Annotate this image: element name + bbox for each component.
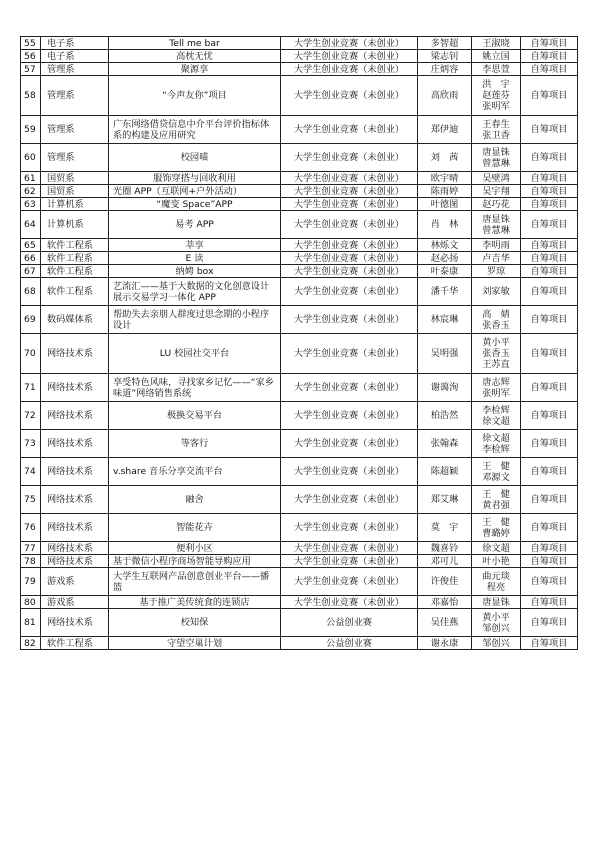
leader-cell: 潘千华: [418, 278, 472, 306]
member-name: 曾慧琳: [482, 157, 510, 169]
table-row: [21, 144, 578, 172]
members-cell: [472, 458, 521, 486]
row-number-cell: 57: [21, 63, 41, 76]
department-cell: 电子系: [41, 50, 109, 63]
competition-type-cell: 大学生创业竞赛（未创业）: [281, 458, 418, 486]
department-cell: 管理系: [41, 76, 109, 116]
leader-cell: 柏浩然: [418, 402, 472, 430]
member-name: 唐显铢: [482, 596, 510, 608]
table-row: [21, 334, 578, 374]
department-cell: 网络技术系: [41, 402, 109, 430]
competition-type-cell: 大学生创业竞赛（未创业）: [281, 542, 418, 555]
department-cell: 软件工程系: [41, 278, 109, 306]
funding-cell: 自筹项目: [521, 252, 578, 265]
member-name: 黄小平: [482, 611, 510, 623]
leader-cell: 高欣雨: [418, 76, 472, 116]
member-name: 李思萱: [482, 63, 510, 75]
leader-cell: 赵必扬: [418, 252, 472, 265]
project-name-cell: 守望空巢计划: [109, 637, 281, 650]
leader-cell: 谢蔼洵: [418, 374, 472, 402]
project-name-cell: 等客行: [109, 430, 281, 458]
member-name: 曾慧琳: [482, 224, 510, 236]
competition-type-cell: 大学生创业竞赛（未创业）: [281, 486, 418, 514]
row-number-cell: 56: [21, 50, 41, 63]
project-name-cell: LU 校园社交平台: [109, 334, 281, 374]
funding-cell: 自筹项目: [521, 144, 578, 172]
funding-cell: 自筹项目: [521, 239, 578, 252]
table-row: [21, 252, 578, 265]
members-cell: [472, 185, 521, 198]
leader-cell: 吴佳燕: [418, 609, 472, 637]
competition-type-cell: 大学生创业竞赛（未创业）: [281, 144, 418, 172]
competition-type-cell: 大学生创业竞赛（未创业）: [281, 374, 418, 402]
department-cell: 软件工程系: [41, 239, 109, 252]
funding-cell: 自筹项目: [521, 306, 578, 334]
table-row: [21, 542, 578, 555]
row-number-cell: 64: [21, 211, 41, 239]
table-row: [21, 374, 578, 402]
leader-cell: 莫 宇: [418, 514, 472, 542]
funding-cell: 自筹项目: [521, 542, 578, 555]
member-name: 王春生: [482, 118, 510, 130]
members-cell: [472, 198, 521, 211]
competition-type-cell: 大学生创业竞赛（未创业）: [281, 50, 418, 63]
department-cell: 网络技术系: [41, 374, 109, 402]
row-number-cell: 81: [21, 609, 41, 637]
competition-type-cell: 大学生创业竞赛（未创业）: [281, 555, 418, 568]
members-cell: [472, 402, 521, 430]
member-name: 洪 宇: [482, 79, 510, 90]
members-cell: [472, 514, 521, 542]
leader-cell: 谢永康: [418, 637, 472, 650]
members-cell: [472, 50, 521, 63]
member-name: 唐显铢: [482, 146, 510, 158]
project-table-sheet: [20, 36, 578, 650]
funding-cell: 自筹项目: [521, 596, 578, 609]
funding-cell: 自筹项目: [521, 555, 578, 568]
member-name: 张卫香: [482, 129, 510, 141]
row-number-cell: 82: [21, 637, 41, 650]
row-number-cell: 68: [21, 278, 41, 306]
member-name: 赵巧花: [482, 198, 510, 210]
member-name: 张香玉: [482, 348, 510, 359]
members-cell: [472, 306, 521, 334]
member-name: 唐志辉: [482, 376, 510, 388]
member-name: 王苏直: [482, 359, 510, 370]
member-name: 吴壁鸿: [482, 172, 510, 184]
members-cell: [472, 542, 521, 555]
funding-cell: 自筹项目: [521, 50, 578, 63]
competition-type-cell: 大学生创业竞赛（未创业）: [281, 37, 418, 50]
funding-cell: 自筹项目: [521, 430, 578, 458]
project-table: [20, 36, 578, 650]
table-row: [21, 76, 578, 116]
project-name-cell: 享受特色风味，寻找家乡记忆——“家乡味道”网络销售系统: [109, 374, 281, 402]
project-name-cell: 融舍: [109, 486, 281, 514]
member-name: 黄君强: [482, 499, 510, 511]
member-name: 曹璐婷: [482, 527, 510, 539]
member-name: 李明雨: [482, 239, 510, 251]
funding-cell: 自筹项目: [521, 568, 578, 596]
department-cell: 网络技术系: [41, 458, 109, 486]
member-name: 张明军: [482, 101, 510, 112]
member-name: 邹创兴: [482, 637, 510, 649]
leader-cell: 叶泰康: [418, 265, 472, 278]
members-cell: [472, 568, 521, 596]
department-cell: 网络技术系: [41, 609, 109, 637]
members-cell: [472, 211, 521, 239]
row-number-cell: 65: [21, 239, 41, 252]
competition-type-cell: 大学生创业竞赛（未创业）: [281, 514, 418, 542]
members-cell: [472, 334, 521, 374]
table-row: [21, 568, 578, 596]
member-name: 王淑晓: [482, 37, 510, 49]
row-number-cell: 76: [21, 514, 41, 542]
member-name: 姚立国: [482, 50, 510, 62]
table-row: [21, 486, 578, 514]
members-cell: [472, 76, 521, 116]
competition-type-cell: 大学生创业竞赛（未创业）: [281, 116, 418, 144]
member-name: 徐文超: [482, 415, 510, 427]
competition-type-cell: 大学生创业竞赛（未创业）: [281, 198, 418, 211]
project-name-cell: 光圈 APP（互联网+户外活动）: [109, 185, 281, 198]
funding-cell: 自筹项目: [521, 198, 578, 211]
members-cell: [472, 116, 521, 144]
table-row: [21, 239, 578, 252]
competition-type-cell: 大学生创业竞赛（未创业）: [281, 211, 418, 239]
competition-type-cell: 大学生创业竞赛（未创业）: [281, 430, 418, 458]
members-cell: [472, 172, 521, 185]
member-name: 刘家敏: [482, 286, 510, 297]
row-number-cell: 77: [21, 542, 41, 555]
leader-cell: 吴明强: [418, 334, 472, 374]
row-number-cell: 62: [21, 185, 41, 198]
row-number-cell: 58: [21, 76, 41, 116]
project-name-cell: 服饰穿搭与回收利用: [109, 172, 281, 185]
leader-cell: 庄炳容: [418, 63, 472, 76]
project-name-cell: 极换交易平台: [109, 402, 281, 430]
row-number-cell: 66: [21, 252, 41, 265]
funding-cell: 自筹项目: [521, 402, 578, 430]
project-name-cell: 大学生互联网产品创意创业平台——播篮: [109, 568, 281, 596]
project-name-cell: v.share 音乐分享交流平台: [109, 458, 281, 486]
funding-cell: 自筹项目: [521, 609, 578, 637]
table-row: [21, 265, 578, 278]
row-number-cell: 75: [21, 486, 41, 514]
competition-type-cell: 大学生创业竞赛（未创业）: [281, 239, 418, 252]
member-name: 曲元琰: [482, 570, 510, 582]
leader-cell: 许俊佳: [418, 568, 472, 596]
members-cell: [472, 596, 521, 609]
project-name-cell: “魔变 Space”APP: [109, 198, 281, 211]
leader-cell: 魏喜铃: [418, 542, 472, 555]
leader-cell: 陈雨婷: [418, 185, 472, 198]
department-cell: 游戏系: [41, 568, 109, 596]
member-name: 王 健: [482, 516, 510, 528]
department-cell: 管理系: [41, 144, 109, 172]
member-name: 王 健: [482, 488, 510, 500]
members-cell: [472, 144, 521, 172]
member-name: 叶小艳: [482, 555, 510, 567]
leader-cell: 梁志钊: [418, 50, 472, 63]
member-name: 唐显铢: [482, 213, 510, 225]
funding-cell: 自筹项目: [521, 211, 578, 239]
table-row: [21, 50, 578, 63]
project-name-cell: 校园喵: [109, 144, 281, 172]
competition-type-cell: 大学生创业竞赛（未创业）: [281, 252, 418, 265]
leader-cell: 林宸琳: [418, 306, 472, 334]
funding-cell: 自筹项目: [521, 172, 578, 185]
member-name: 吴宇翔: [482, 185, 510, 197]
row-number-cell: 74: [21, 458, 41, 486]
member-name: 徐文超: [482, 432, 510, 444]
project-name-cell: 帮助失去亲朋人群度过思念期的小程序设计: [109, 306, 281, 334]
competition-type-cell: 公益创业赛: [281, 637, 418, 650]
row-number-cell: 67: [21, 265, 41, 278]
row-number-cell: 78: [21, 555, 41, 568]
leader-cell: 欧宇晴: [418, 172, 472, 185]
members-cell: [472, 430, 521, 458]
department-cell: 网络技术系: [41, 430, 109, 458]
leader-cell: 多智超: [418, 37, 472, 50]
project-name-cell: E 读: [109, 252, 281, 265]
competition-type-cell: 大学生创业竞赛（未创业）: [281, 334, 418, 374]
members-cell: [472, 609, 521, 637]
row-number-cell: 55: [21, 37, 41, 50]
members-cell: [472, 239, 521, 252]
table-row: [21, 637, 578, 650]
members-cell: [472, 374, 521, 402]
funding-cell: 自筹项目: [521, 185, 578, 198]
member-name: 王 健: [482, 460, 510, 472]
row-number-cell: 70: [21, 334, 41, 374]
project-name-cell: 基于推广美传统食的连锁店: [109, 596, 281, 609]
member-name: 邹创兴: [482, 622, 510, 634]
leader-cell: 郑伊迪: [418, 116, 472, 144]
project-name-cell: 广东网络借贷信息中介平台评价指标体系的构建及应用研究: [109, 116, 281, 144]
member-name: 李检辉: [482, 443, 510, 455]
table-row: [21, 402, 578, 430]
leader-cell: 林烁文: [418, 239, 472, 252]
member-name: 卢吉华: [482, 252, 510, 264]
leader-cell: 陈超颖: [418, 458, 472, 486]
table-row: [21, 596, 578, 609]
leader-cell: 刘 茜: [418, 144, 472, 172]
members-cell: [472, 252, 521, 265]
project-name-cell: 易考 APP: [109, 211, 281, 239]
member-name: 李检辉: [482, 404, 510, 416]
member-name: 赵莲芬: [482, 90, 510, 101]
members-cell: [472, 265, 521, 278]
funding-cell: 自筹项目: [521, 116, 578, 144]
project-name-cell: 纳娉 box: [109, 265, 281, 278]
table-row: [21, 37, 578, 50]
member-name: 张明军: [482, 387, 510, 399]
funding-cell: 自筹项目: [521, 374, 578, 402]
members-cell: [472, 63, 521, 76]
competition-type-cell: 大学生创业竞赛（未创业）: [281, 185, 418, 198]
department-cell: 网络技术系: [41, 514, 109, 542]
member-name: 罗琼: [486, 265, 506, 277]
table-row: [21, 609, 578, 637]
project-name-cell: Tell me bar: [109, 37, 281, 50]
table-row: [21, 555, 578, 568]
members-cell: [472, 278, 521, 306]
competition-type-cell: 大学生创业竞赛（未创业）: [281, 76, 418, 116]
competition-type-cell: 大学生创业竞赛（未创业）: [281, 568, 418, 596]
members-cell: [472, 37, 521, 50]
funding-cell: 自筹项目: [521, 37, 578, 50]
competition-type-cell: 大学生创业竞赛（未创业）: [281, 596, 418, 609]
funding-cell: 自筹项目: [521, 76, 578, 116]
row-number-cell: 61: [21, 172, 41, 185]
table-row: [21, 278, 578, 306]
member-name: 程亮: [486, 581, 506, 593]
department-cell: 网络技术系: [41, 542, 109, 555]
funding-cell: 自筹项目: [521, 278, 578, 306]
project-name-cell: 艺流汇——基于大数据的文化创意设计展示交易学习一体化 APP: [109, 278, 281, 306]
funding-cell: 自筹项目: [521, 458, 578, 486]
department-cell: 软件工程系: [41, 252, 109, 265]
department-cell: 管理系: [41, 116, 109, 144]
project-name-cell: 聚源享: [109, 63, 281, 76]
table-row: [21, 172, 578, 185]
funding-cell: 自筹项目: [521, 486, 578, 514]
department-cell: 网络技术系: [41, 555, 109, 568]
table-row: [21, 63, 578, 76]
competition-type-cell: 公益创业赛: [281, 609, 418, 637]
table-row: [21, 430, 578, 458]
competition-type-cell: 大学生创业竞赛（未创业）: [281, 63, 418, 76]
department-cell: 计算机系: [41, 198, 109, 211]
project-name-cell: 高枕无忧: [109, 50, 281, 63]
row-number-cell: 79: [21, 568, 41, 596]
department-cell: 游戏系: [41, 596, 109, 609]
row-number-cell: 60: [21, 144, 41, 172]
department-cell: 国贸系: [41, 185, 109, 198]
leader-cell: 叶德图: [418, 198, 472, 211]
competition-type-cell: 大学生创业竞赛（未创业）: [281, 172, 418, 185]
row-number-cell: 59: [21, 116, 41, 144]
funding-cell: 自筹项目: [521, 514, 578, 542]
leader-cell: 张翰森: [418, 430, 472, 458]
project-name-cell: 校知保: [109, 609, 281, 637]
department-cell: 计算机系: [41, 211, 109, 239]
leader-cell: 肖 林: [418, 211, 472, 239]
department-cell: 网络技术系: [41, 334, 109, 374]
row-number-cell: 63: [21, 198, 41, 211]
competition-type-cell: 大学生创业竞赛（未创业）: [281, 306, 418, 334]
table-row: [21, 514, 578, 542]
row-number-cell: 80: [21, 596, 41, 609]
department-cell: 管理系: [41, 63, 109, 76]
competition-type-cell: 大学生创业竞赛（未创业）: [281, 402, 418, 430]
project-name-cell: “今声友你”项目: [109, 76, 281, 116]
member-name: 高 婧: [482, 308, 510, 320]
project-name-cell: 莘享: [109, 239, 281, 252]
table-row: [21, 306, 578, 334]
table-row: [21, 116, 578, 144]
funding-cell: 自筹项目: [521, 334, 578, 374]
row-number-cell: 71: [21, 374, 41, 402]
row-number-cell: 69: [21, 306, 41, 334]
members-cell: [472, 637, 521, 650]
members-cell: [472, 486, 521, 514]
table-row: [21, 211, 578, 239]
row-number-cell: 72: [21, 402, 41, 430]
table-row: [21, 458, 578, 486]
department-cell: 软件工程系: [41, 265, 109, 278]
member-name: 邓源文: [482, 471, 510, 483]
project-name-cell: 基于微信小程序商场智能导购应用: [109, 555, 281, 568]
member-name: 黄小平: [482, 337, 510, 348]
funding-cell: 自筹项目: [521, 265, 578, 278]
department-cell: 数码媒体系: [41, 306, 109, 334]
table-row: [21, 198, 578, 211]
competition-type-cell: 大学生创业竞赛（未创业）: [281, 278, 418, 306]
funding-cell: 自筹项目: [521, 637, 578, 650]
department-cell: 电子系: [41, 37, 109, 50]
department-cell: 软件工程系: [41, 637, 109, 650]
project-name-cell: 智能花卉: [109, 514, 281, 542]
leader-cell: 邓可儿: [418, 555, 472, 568]
project-name-cell: 便利小区: [109, 542, 281, 555]
member-name: 徐文超: [482, 542, 510, 554]
department-cell: 网络技术系: [41, 486, 109, 514]
members-cell: [472, 555, 521, 568]
funding-cell: 自筹项目: [521, 63, 578, 76]
leader-cell: 郑艾琳: [418, 486, 472, 514]
row-number-cell: 73: [21, 430, 41, 458]
competition-type-cell: 大学生创业竞赛（未创业）: [281, 265, 418, 278]
department-cell: 国贸系: [41, 172, 109, 185]
member-name: 张香玉: [482, 319, 510, 331]
leader-cell: 邓嘉怡: [418, 596, 472, 609]
table-row: [21, 185, 578, 198]
